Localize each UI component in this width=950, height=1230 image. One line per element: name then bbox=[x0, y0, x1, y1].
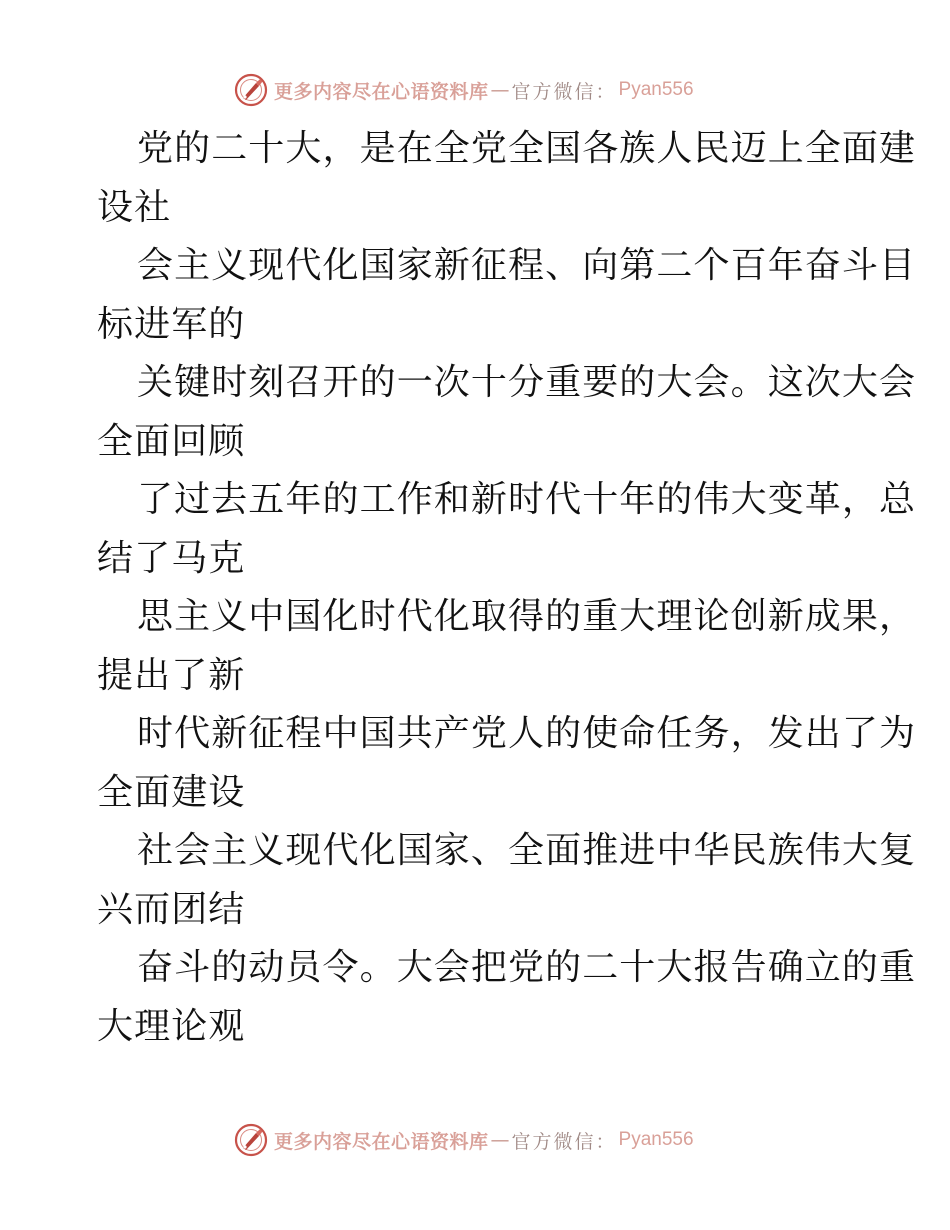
text-line: 关键时刻召开的一次十分重要的大会。这次大会 bbox=[137, 362, 917, 403]
pen-logo-icon bbox=[234, 1123, 268, 1157]
pen-logo-icon bbox=[234, 73, 268, 107]
text-line: 社会主义现代化国家、全面推进中华民族伟大复 bbox=[137, 830, 917, 871]
text-line: 兴而团结 bbox=[97, 888, 246, 930]
text-line: 大理论观 bbox=[97, 1005, 246, 1047]
watermark-wechat-id: Pyan556 bbox=[618, 1129, 694, 1150]
text-line: 结了马克 bbox=[97, 537, 246, 579]
text-line: 奋斗的动员令。大会把党的二十大报告确立的重 bbox=[137, 947, 917, 988]
watermark-text: 更多内容尽在心语资料库 bbox=[274, 1130, 489, 1153]
text-line: 提出了新 bbox=[97, 654, 246, 696]
watermark-wechat-id: Pyan556 bbox=[618, 79, 694, 100]
text-line: 会主义现代化国家新征程、向第二个百年奋斗目 bbox=[137, 245, 917, 286]
text-line: 标进军的 bbox=[97, 303, 246, 345]
text-line: 思主义中国化时代化取得的重大理论创新成果， bbox=[137, 596, 917, 637]
watermark-text: 更多内容尽在心语资料库 bbox=[274, 80, 489, 103]
text-line: 全面回顾 bbox=[97, 420, 246, 462]
header-watermark bbox=[234, 72, 694, 108]
watermark-separator: — bbox=[490, 79, 510, 101]
document-body bbox=[97, 120, 917, 1056]
watermark-wechat-label: 官方微信： bbox=[511, 1130, 617, 1153]
footer-watermark bbox=[234, 1122, 694, 1158]
watermark-wechat-label: 官方微信： bbox=[511, 80, 617, 103]
text-line: 设社 bbox=[97, 186, 172, 228]
watermark-separator: — bbox=[490, 1129, 510, 1151]
text-line: 党的二十大，是在全党全国各族人民迈上全面建 bbox=[137, 128, 917, 169]
text-line: 时代新征程中国共产党人的使命任务，发出了为 bbox=[137, 713, 917, 754]
text-line: 了过去五年的工作和新时代十年的伟大变革，总 bbox=[137, 479, 917, 520]
text-line: 全面建设 bbox=[97, 771, 246, 813]
